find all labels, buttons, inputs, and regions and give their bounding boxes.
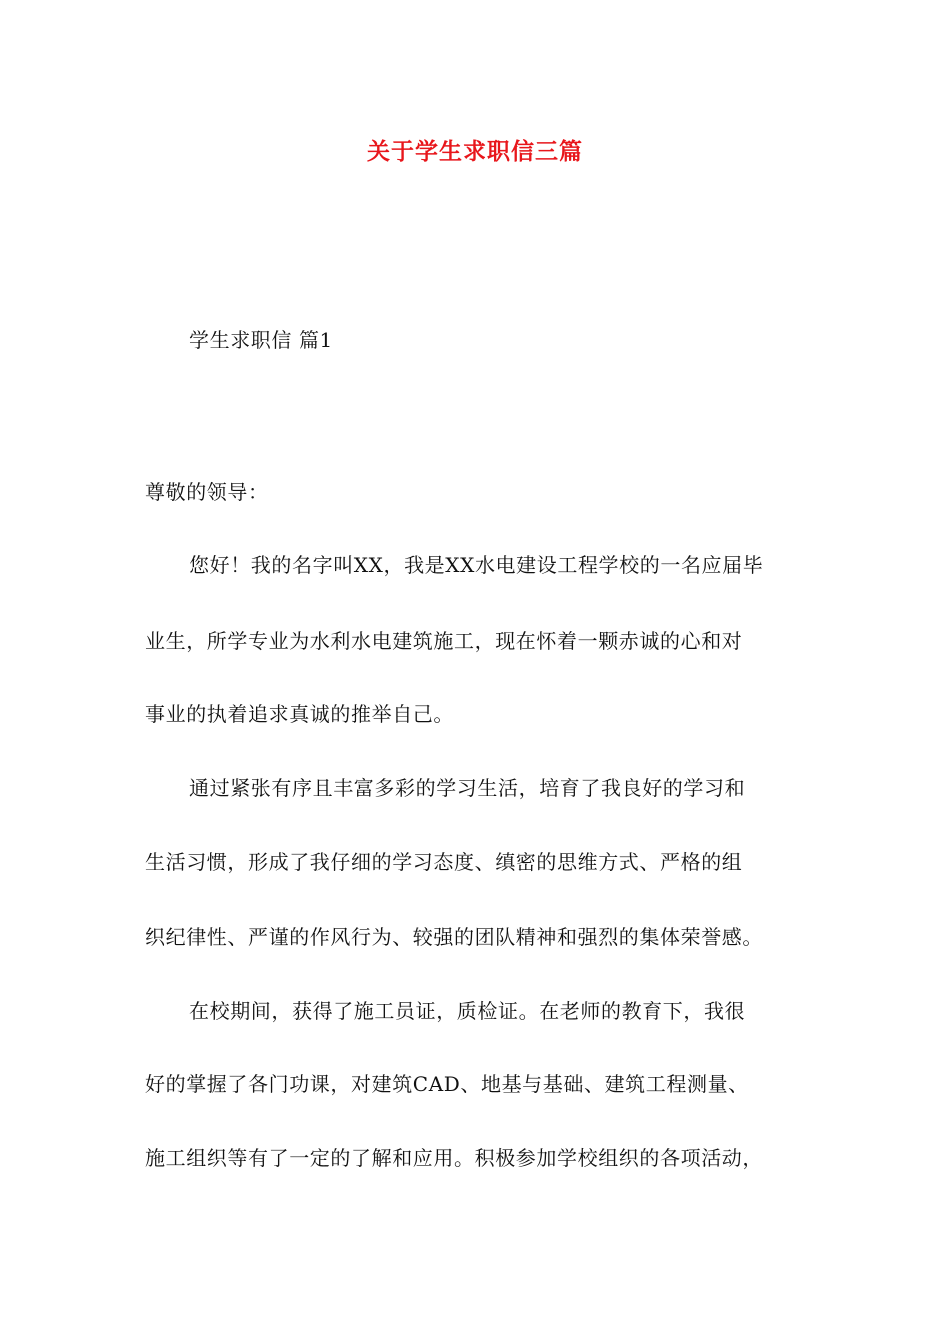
paragraph-line-2: 业生，所学专业为水利水电建筑施工，现在怀着一颗赤诚的心和对 [145, 629, 743, 653]
paragraph-line-4: 通过紧张有序且丰富多彩的学习生活，培育了我良好的学习和 [189, 776, 746, 800]
document-title: 关于学生求职信三篇 [367, 138, 583, 165]
paragraph-line-6: 织纪律性、严谨的作风行为、较强的团队精神和强烈的集体荣誉感。 [145, 925, 763, 949]
paragraph-line-1: 您好！我的名字叫XX，我是XX水电建设工程学校的一名应届毕 [189, 553, 764, 577]
paragraph-line-3: 事业的执着追求真诚的推举自己。 [145, 702, 454, 726]
paragraph-line-8: 好的掌握了各门功课，对建筑CAD、地基与基础、建筑工程测量、 [145, 1072, 749, 1096]
salutation: 尊敬的领导： [145, 480, 269, 504]
paragraph-line-5: 生活习惯，形成了我仔细的学习态度、缜密的思维方式、严格的组 [145, 850, 743, 874]
paragraph-line-7: 在校期间，获得了施工员证，质检证。在老师的教育下，我很 [189, 999, 746, 1023]
paragraph-line-9: 施工组织等有了一定的了解和应用。积极参加学校组织的各项活动， [145, 1146, 763, 1170]
section-heading: 学生求职信 篇1 [189, 328, 333, 352]
